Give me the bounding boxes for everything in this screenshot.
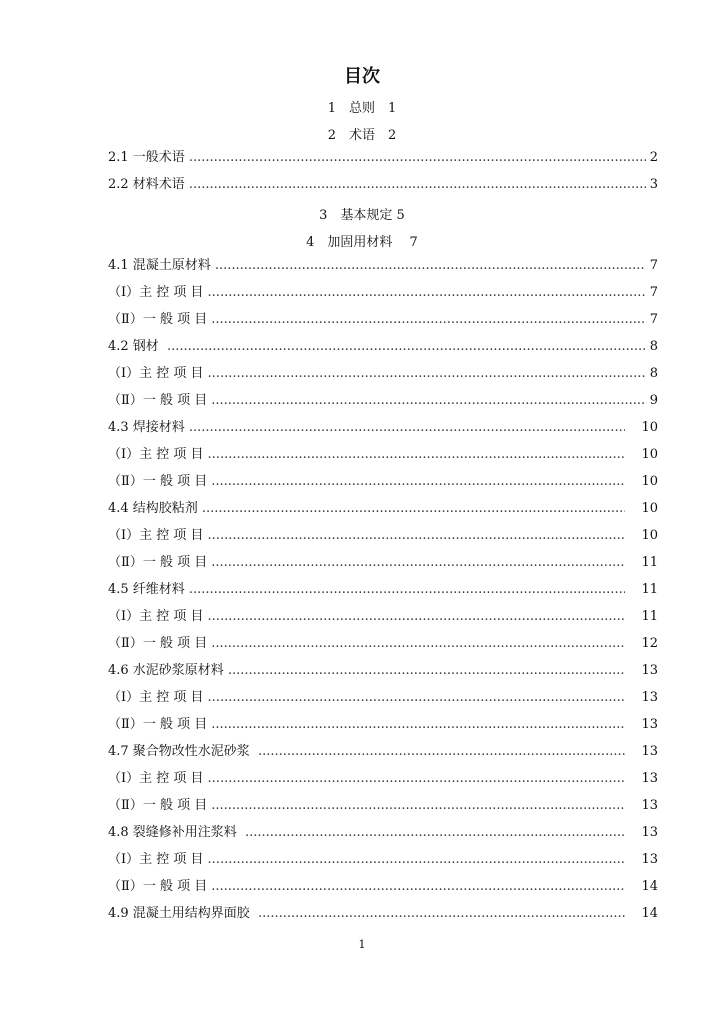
toc-entry-label: 2.2 材料术语 — [108, 177, 185, 192]
toc-entry-page: 7 — [649, 312, 658, 327]
toc-entry[interactable] — [108, 257, 658, 275]
toc-entry[interactable] — [108, 338, 658, 356]
toc-entry-label: （Ⅰ）主 控 项 目 — [108, 528, 204, 543]
leader-dots — [211, 878, 625, 896]
toc-entry[interactable] — [108, 554, 658, 572]
toc-entry-page: 13 — [641, 717, 658, 732]
toc-entry-label: 4.5 纤维材料 — [108, 582, 185, 597]
toc-entry[interactable] — [108, 527, 658, 545]
toc-entry-label: 2.1 一般术语 — [108, 150, 185, 165]
leader-dots — [167, 338, 645, 356]
toc-entry[interactable] — [108, 662, 658, 680]
toc-entry-page: 13 — [641, 690, 658, 705]
leader-dots — [215, 257, 646, 275]
toc-entry-label: （Ⅱ）一 般 项 目 — [108, 717, 208, 732]
toc-entry-page: 14 — [641, 879, 658, 894]
toc-entry-label: 4.2 钢材 — [108, 339, 163, 354]
toc-entry-page: 13 — [641, 771, 658, 786]
toc-entry-page: 10 — [641, 420, 658, 435]
leader-dots — [228, 662, 626, 680]
leader-dots — [208, 365, 646, 383]
toc-entry-label: 4.9 混凝土用结构界面胶 — [108, 906, 254, 921]
toc-entry-label: 4.8 裂缝修补用注浆料 — [108, 825, 241, 840]
leader-dots — [208, 608, 626, 626]
leader-dots — [208, 284, 646, 302]
leader-dots — [211, 635, 625, 653]
toc-entry-label: 4.7 聚合物改性水泥砂浆 — [108, 744, 254, 759]
leader-dots — [211, 473, 625, 491]
leader-dots — [189, 149, 646, 167]
chapter-3-heading[interactable]: 3 基本规定 5 — [319, 208, 405, 223]
leader-dots — [211, 392, 645, 410]
toc-entry-page: 10 — [641, 474, 658, 489]
toc-entry[interactable] — [108, 635, 658, 653]
page-number: 1 — [358, 938, 366, 951]
chapter-2-heading[interactable]: 2 术语 2 — [327, 128, 397, 143]
toc-entry-page: 13 — [641, 663, 658, 678]
toc-entry-page: 14 — [641, 906, 658, 921]
toc-entry[interactable] — [108, 419, 658, 437]
toc-entry-label: （Ⅰ）主 控 项 目 — [108, 690, 204, 705]
toc-entry-label: （Ⅰ）主 控 项 目 — [108, 609, 204, 624]
leader-dots — [208, 446, 626, 464]
toc-entry-page: 8 — [649, 366, 658, 381]
toc-entry-page: 2 — [649, 150, 658, 165]
toc-entry-page: 10 — [641, 501, 658, 516]
toc-entry-label: （Ⅱ）一 般 项 目 — [108, 798, 208, 813]
toc-entry-label: （Ⅱ）一 般 项 目 — [108, 474, 208, 489]
toc-entry-label: 4.1 混凝土原材料 — [108, 258, 211, 273]
toc-entry-page: 13 — [641, 825, 658, 840]
toc-title: 目次 — [344, 66, 380, 87]
toc-entry-label: （Ⅱ）一 般 项 目 — [108, 393, 208, 408]
toc-entry[interactable] — [108, 608, 658, 626]
toc-entry-label: （Ⅱ）一 般 项 目 — [108, 312, 208, 327]
toc-entry[interactable] — [108, 581, 658, 599]
toc-entry[interactable] — [108, 284, 658, 302]
toc-entry-label: 4.3 焊接材料 — [108, 420, 185, 435]
toc-entry-page: 7 — [649, 285, 658, 300]
toc-entry[interactable] — [108, 473, 658, 491]
toc-entry-label: （Ⅰ）主 控 项 目 — [108, 852, 204, 867]
leader-dots — [189, 581, 626, 599]
toc-entry-label: （Ⅰ）主 控 项 目 — [108, 285, 204, 300]
leader-dots — [189, 419, 626, 437]
leader-dots — [211, 716, 625, 734]
toc-entry-page: 7 — [649, 258, 658, 273]
toc-entry-page: 13 — [641, 798, 658, 813]
toc-entry-page: 3 — [649, 177, 658, 192]
toc-entry-label: （Ⅰ）主 控 项 目 — [108, 771, 204, 786]
toc-entry[interactable] — [108, 311, 658, 329]
toc-entry-page: 13 — [641, 852, 658, 867]
toc-entry-page: 11 — [641, 609, 658, 624]
toc-entry-label: （Ⅱ）一 般 项 目 — [108, 636, 208, 651]
leader-dots — [245, 824, 626, 842]
leader-dots — [211, 311, 645, 329]
toc-entry-label: （Ⅰ）主 控 项 目 — [108, 447, 204, 462]
chapter-4-heading[interactable]: 4 加固用材料 7 — [306, 235, 418, 250]
toc-entry[interactable] — [108, 392, 658, 410]
leader-dots — [258, 905, 626, 923]
toc-entry[interactable] — [108, 446, 658, 464]
toc-entry-page: 9 — [649, 393, 658, 408]
toc-entry[interactable] — [108, 716, 658, 734]
toc-entry-page: 10 — [641, 528, 658, 543]
toc-entry[interactable] — [108, 176, 658, 194]
toc-entry[interactable] — [108, 905, 658, 923]
leader-dots — [258, 743, 626, 761]
leader-dots — [208, 689, 626, 707]
toc-entry-label: （Ⅱ）一 般 项 目 — [108, 555, 208, 570]
leader-dots — [211, 797, 625, 815]
toc-entry[interactable] — [108, 851, 658, 869]
toc-entry[interactable] — [108, 824, 658, 842]
chapter-1-heading[interactable]: 1 总则 1 — [327, 101, 397, 116]
toc-entry-page: 8 — [649, 339, 658, 354]
leader-dots — [189, 176, 646, 194]
toc-entry[interactable] — [108, 797, 658, 815]
leader-dots — [208, 851, 626, 869]
toc-entry-page: 10 — [641, 447, 658, 462]
toc-entry-page: 13 — [641, 744, 658, 759]
toc-entry-label: （Ⅱ）一 般 项 目 — [108, 879, 208, 894]
leader-dots — [211, 554, 625, 572]
toc-entry-label: （Ⅰ）主 控 项 目 — [108, 366, 204, 381]
toc-entry-label: 4.6 水泥砂浆原材料 — [108, 663, 224, 678]
toc-entry[interactable] — [108, 365, 658, 383]
toc-entry[interactable] — [108, 149, 658, 167]
leader-dots — [208, 770, 626, 788]
toc-entry[interactable] — [108, 500, 658, 518]
toc-entry-label: 4.4 结构胶粘剂 — [108, 501, 198, 516]
toc-entry-page: 11 — [641, 555, 658, 570]
toc-entry[interactable] — [108, 878, 658, 896]
toc-entry[interactable] — [108, 770, 658, 788]
leader-dots — [208, 527, 626, 545]
toc-entry-page: 11 — [641, 582, 658, 597]
leader-dots — [202, 500, 626, 518]
toc-entry[interactable] — [108, 743, 658, 761]
toc-entry[interactable] — [108, 689, 658, 707]
toc-entry-page: 12 — [641, 636, 658, 651]
